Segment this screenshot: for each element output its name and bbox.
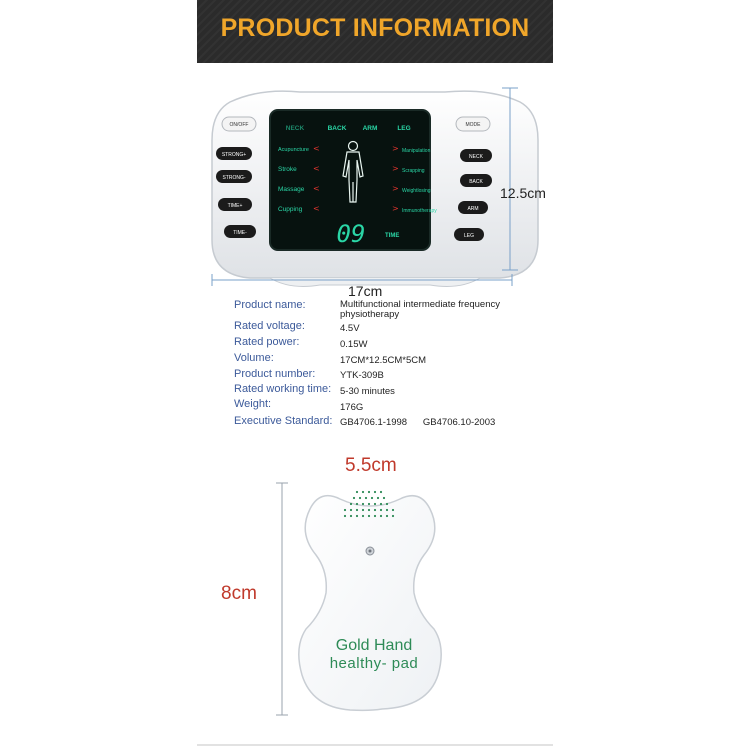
spec-value: 5-30 minutes [340, 386, 395, 397]
pad-brand-line1: Gold Hand [335, 637, 413, 654]
screen-mode-left: Acupuncture [278, 147, 309, 153]
pad-brand-line2: healthy- pad [329, 655, 419, 672]
spec-label: Product number: [234, 368, 316, 380]
device-dimensions [200, 80, 550, 300]
screen-tab: LEG [397, 125, 411, 132]
spec-label: Rated working time: [234, 383, 332, 395]
electrode-pad-illustration [270, 475, 470, 725]
spec-value: YTK-309B [340, 370, 384, 381]
pad-height-label: 8cm [221, 583, 257, 604]
button-label: MODE [465, 122, 481, 128]
banner-title: PRODUCT INFORMATION [220, 14, 530, 42]
button-label: BACK [469, 179, 483, 185]
spec-label: Weight: [234, 398, 272, 410]
screen-mode-right: Immunotherapy [402, 208, 437, 214]
screen-tab: NECK [285, 125, 305, 132]
button-label: STRONG+ [221, 152, 247, 158]
screen-tab: BACK [327, 125, 347, 132]
spec-label: Rated power: [234, 336, 300, 348]
spec-value: 4.5V [340, 323, 360, 334]
screen-mode-left: Cupping [278, 206, 303, 213]
spec-label: Product name: [234, 299, 306, 311]
spec-value: 0.15W [340, 339, 368, 350]
screen-tab: ARM [362, 125, 378, 132]
screen-mode-right: Weightlosing [402, 188, 431, 194]
button-label: LEG [463, 233, 475, 239]
spec-label: Rated voltage: [234, 320, 305, 332]
svg-text:>: > [392, 164, 399, 173]
electrode-pad [299, 496, 441, 711]
spec-value: 17CM*12.5CM*5CM [340, 355, 427, 366]
spec-value: GB4706.1-1998 GB4706.10-2003 [340, 417, 496, 428]
svg-text:<: < [313, 184, 320, 193]
device-height-label: 12.5cm [500, 185, 546, 201]
spec-label: Volume: [234, 352, 274, 364]
screen-mode-left: Stroke [278, 166, 297, 173]
svg-text:>: > [392, 204, 399, 213]
pad-width-label: 5.5cm [345, 455, 397, 476]
svg-text:>: > [392, 184, 399, 193]
svg-text:<: < [313, 144, 320, 153]
button-label: TIME+ [227, 203, 243, 209]
svg-text:>: > [392, 144, 399, 153]
spec-label: Executive Standard: [234, 415, 333, 427]
timer-label: TIME [385, 233, 400, 239]
button-label: ARM [467, 206, 479, 212]
header-banner [197, 0, 553, 63]
button-label: ON/OFF [229, 122, 249, 128]
svg-text:<: < [313, 204, 320, 213]
svg-text:<: < [313, 164, 320, 173]
screen-mode-left: Massage [278, 186, 305, 193]
screen-mode-right: Manipulation [402, 148, 431, 154]
spec-value: Multifunctional intermediate frequency [340, 299, 501, 310]
button-label: STRONG- [222, 175, 246, 181]
button-label: NECK [469, 154, 483, 160]
spec-value: physiotherapy [340, 309, 400, 320]
screen-mode-right: Scrapping [402, 168, 425, 174]
spec-value: 176G [340, 402, 364, 413]
bottom-divider [197, 744, 553, 746]
button-label: TIME- [233, 230, 247, 236]
timer-digits: 09 [336, 220, 366, 248]
device-width-label: 17cm [348, 283, 383, 299]
